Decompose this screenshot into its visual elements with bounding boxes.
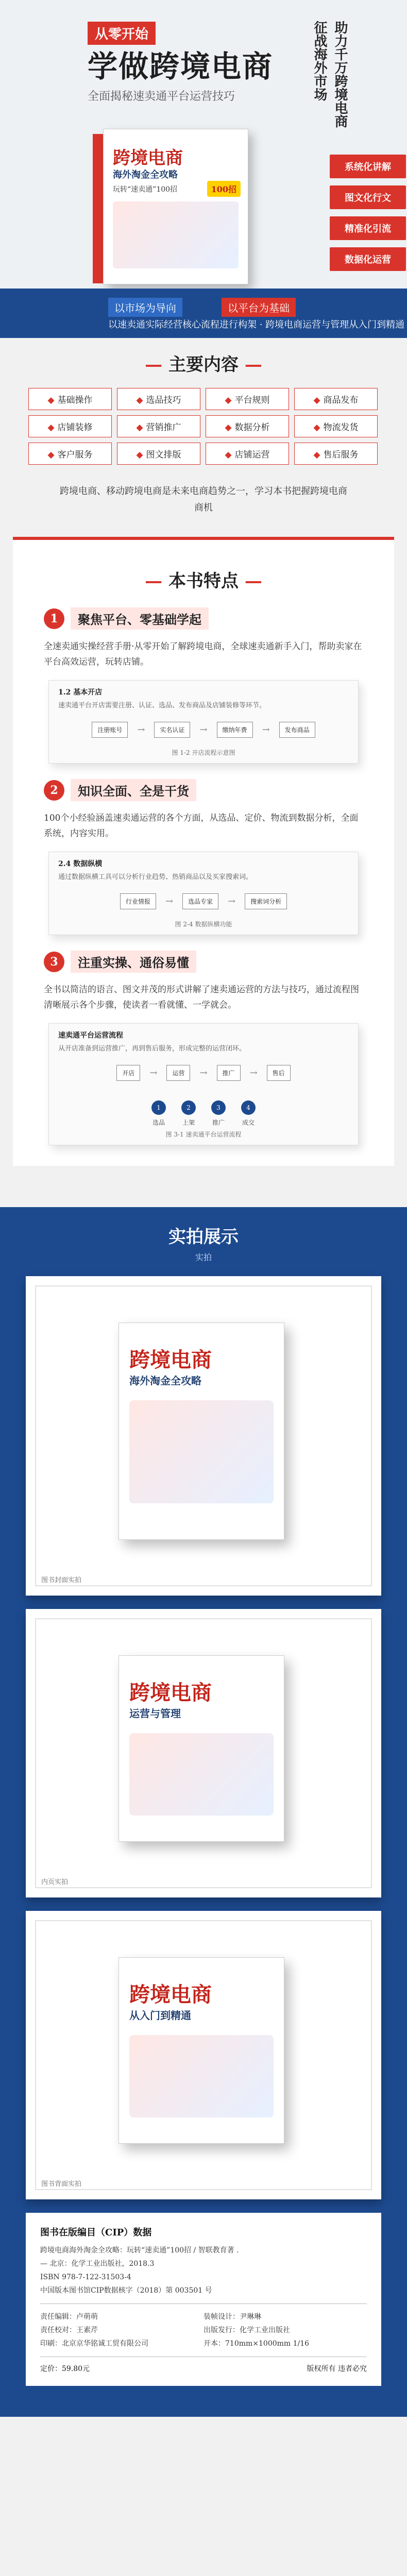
bullet-icon: ◆ xyxy=(313,450,320,460)
book-cover-subtitle: 海外淘金全攻略 xyxy=(113,170,178,180)
cip-line: ISBN 978-7-122-31503-4 xyxy=(40,2273,131,2281)
feature-body: 全速卖通实操经营手册·从零开始了解跨境电商，全球速卖通新手入门，帮助卖家在平台高效运营，玩转店铺。 xyxy=(44,641,362,667)
feature-number: 1 xyxy=(44,608,64,629)
photo-book-illustration xyxy=(129,1733,274,1816)
content-chip xyxy=(294,443,378,465)
arrow-right-icon: → xyxy=(165,896,173,907)
flow-step: 行业情报 xyxy=(120,893,156,909)
bullet-icon: ◆ xyxy=(225,450,232,460)
divider xyxy=(40,2303,367,2304)
step-dot: 3 xyxy=(211,1100,226,1115)
content-chip xyxy=(28,443,112,465)
photo-book-subtitle: 运营与管理 xyxy=(129,1707,181,1720)
banner-line: 以速卖通实际经营核心流程进行构架 · 跨境电商运营与管理从入门到精通 xyxy=(108,319,405,330)
cip-cell: 开本：710mm×1000mm 1/16 xyxy=(204,2340,310,2348)
book-cover-title: 跨境电商 xyxy=(113,148,183,168)
feature-number: 3 xyxy=(44,952,64,972)
content-chip-label: 商品发布 xyxy=(323,395,359,405)
content-chip-label: 营销推广 xyxy=(146,422,181,433)
photo-gallery xyxy=(0,1207,407,2417)
highlight-banner xyxy=(0,289,407,338)
gallery-photo xyxy=(26,1911,381,2199)
price-label: 定价： xyxy=(40,2365,62,2373)
main-content-intro: 跨境电商、移动跨境电商是未来电商趋势之一，学习本书把握跨境电商商机 xyxy=(60,486,347,513)
hero-book-image xyxy=(82,113,268,278)
flow-step: 搜索词分析 xyxy=(245,893,287,909)
feature-screenshot xyxy=(48,680,359,764)
content-chip xyxy=(28,388,112,410)
flow-step: 推广 xyxy=(217,1065,241,1081)
gallery-subtitle: 实拍 xyxy=(195,1252,212,1262)
content-chip xyxy=(117,388,200,410)
step-item xyxy=(181,1100,196,1127)
gallery-photo xyxy=(26,1609,381,1897)
flow-step: 选品专家 xyxy=(182,893,218,909)
step-label: 选品 xyxy=(152,1119,165,1126)
title-dash-right: — xyxy=(239,354,262,375)
photo-description: 图书背面实拍 xyxy=(41,2180,82,2188)
content-chip-label: 数据分析 xyxy=(234,422,270,433)
cip-heading: 图书在版编目（CIP）数据 xyxy=(40,2227,152,2238)
flow-diagram xyxy=(49,883,358,920)
feature-screenshot xyxy=(48,1023,359,1145)
content-chip-label: 物流发货 xyxy=(323,422,359,433)
cip-cell: 印刷：北京京华铭诚工贸有限公司 xyxy=(40,2340,148,2348)
feature-heading xyxy=(44,607,394,630)
bullet-icon: ◆ xyxy=(225,395,232,405)
hero-feature-list xyxy=(330,155,406,278)
photo-book-subtitle: 海外淘金全攻略 xyxy=(129,1375,201,1387)
cip-cell: 装帧设计：尹琳琳 xyxy=(204,2313,261,2321)
cip-line: 跨境电商海外淘金全攻略：玩转“速卖通”100招 / 智联教育著 . xyxy=(40,2246,239,2255)
flow-step: 实名认证 xyxy=(154,722,190,738)
feature-body: 全书以简洁的语言、图文并茂的形式讲解了速卖通运营的方法与技巧，通过流程图清晰展示各个步骤，使读者一看就懂、一学就会。 xyxy=(44,985,359,1010)
banner-pill-right: 以平台为基础 xyxy=(222,298,296,317)
photo-book-subtitle: 从入门到精通 xyxy=(129,2009,191,2022)
main-content-title xyxy=(0,338,407,376)
main-content-title-text: 主要内容 xyxy=(168,354,239,375)
feature-label: 知识全面、全是干货 xyxy=(71,779,196,801)
photo-book-title: 跨境电商 xyxy=(129,1982,212,2007)
content-chip-label: 店铺运营 xyxy=(234,450,270,460)
cip-line: — 北京：化学工业出版社，2018.3 xyxy=(40,2260,155,2268)
main-content-grid xyxy=(28,388,379,465)
bullet-icon: ◆ xyxy=(47,395,55,405)
content-chip-label: 选品技巧 xyxy=(146,395,181,405)
photo-book-cover xyxy=(118,1323,284,1540)
step-label: 成交 xyxy=(242,1119,255,1126)
flow-step: 缴纳年费 xyxy=(217,722,253,738)
content-chip xyxy=(206,443,289,465)
price-value: 59.80元 xyxy=(62,2365,90,2373)
title-dash-left: — xyxy=(145,354,168,375)
book-cover xyxy=(103,129,248,284)
flow-diagram xyxy=(49,1055,358,1091)
cip-cell: 责任校对：王素芹 xyxy=(40,2326,98,2334)
flow-diagram xyxy=(49,711,358,748)
arrow-right-icon: → xyxy=(199,1067,208,1078)
features-title xyxy=(13,554,394,592)
arrow-right-icon: → xyxy=(228,896,236,907)
feature-heading xyxy=(44,951,394,973)
content-chip-label: 基础操作 xyxy=(57,395,93,405)
flow-step: 运营 xyxy=(166,1065,190,1081)
arrow-right-icon: → xyxy=(149,1067,158,1078)
hero-feature: 系统化讲解 xyxy=(330,155,406,178)
content-chip-label: 平台规则 xyxy=(234,395,270,405)
cip-cell: 责任编辑：卢萌萌 xyxy=(40,2313,98,2321)
feature-body: 100个小经验涵盖速卖通运营的各个方面，从选品、定价、物流到数据分析，全面系统，内容实用。 xyxy=(44,813,359,839)
hero-vertical-text: 助力千万跨境电商征战海外市场 xyxy=(312,21,348,128)
bullet-icon: ◆ xyxy=(313,422,320,433)
steps-row xyxy=(49,1100,358,1127)
title-dash-right: — xyxy=(239,571,262,591)
content-chip-label: 图文排版 xyxy=(146,450,181,460)
book-cover-illustration xyxy=(113,201,239,268)
screenshot-title: 速卖通平台运营流程 xyxy=(58,1031,123,1040)
content-chip xyxy=(28,415,112,437)
feature-screenshot xyxy=(48,852,359,935)
hero-feature: 精准化引流 xyxy=(330,216,406,240)
screenshot-title: 2.4 数据纵横 xyxy=(58,860,103,868)
screenshot-caption: 图 2-4 数据纵横功能 xyxy=(175,921,232,928)
cip-footer xyxy=(40,2363,367,2374)
arrow-right-icon: → xyxy=(137,724,145,735)
gallery-title: 实拍展示 xyxy=(168,1227,239,1247)
feature-number: 2 xyxy=(44,780,64,801)
content-chip xyxy=(294,415,378,437)
screenshot-caption: 图 3-1 速卖通平台运营流程 xyxy=(165,1131,242,1138)
bullet-icon: ◆ xyxy=(136,395,143,405)
cip-grid xyxy=(40,2310,367,2350)
title-dash-left: — xyxy=(145,571,168,591)
photo-book-cover xyxy=(118,1655,284,1842)
cip-price xyxy=(40,2363,90,2374)
hero-subtitle: 全面揭秘速卖通平台运营技巧 xyxy=(88,90,235,103)
content-chip xyxy=(294,388,378,410)
content-chip-label: 店铺装修 xyxy=(57,422,93,433)
content-chip-label: 客户服务 xyxy=(57,450,93,460)
bullet-icon: ◆ xyxy=(313,395,320,405)
hero-section xyxy=(0,0,407,289)
photo-book-title: 跨境电商 xyxy=(129,1681,212,1705)
flow-step: 开店 xyxy=(116,1065,140,1081)
cip-line: 中国版本图书馆CIP数据核字（2018）第 003501 号 xyxy=(40,2286,212,2295)
screenshot-caption: 图 1-2 开店流程示意图 xyxy=(172,749,235,756)
photo-description: 图书封面实拍 xyxy=(41,1577,82,1584)
photo-book-illustration xyxy=(129,2035,274,2117)
hero-feature: 图文化行文 xyxy=(330,185,406,209)
step-label: 上架 xyxy=(182,1119,195,1126)
arrow-right-icon: → xyxy=(262,724,270,735)
step-item xyxy=(241,1100,256,1127)
banner-pill-left: 以市场为导向 xyxy=(108,298,182,317)
flow-step: 注册账号 xyxy=(92,722,128,738)
hero-tag: 从零开始 xyxy=(88,22,156,45)
cip-data-card xyxy=(26,2213,381,2386)
flow-step: 发布商品 xyxy=(279,722,315,738)
step-dot: 1 xyxy=(151,1100,166,1115)
step-item xyxy=(151,1100,166,1127)
book-features-section xyxy=(13,537,394,1166)
content-chip xyxy=(117,415,200,437)
feature-label: 聚焦平台、零基础学起 xyxy=(71,607,209,630)
bullet-icon: ◆ xyxy=(225,422,232,433)
screenshot-title: 1.2 基本开店 xyxy=(58,688,103,697)
content-chip-label: 售后服务 xyxy=(323,450,359,460)
bullet-icon: ◆ xyxy=(136,422,143,433)
photo-book-title: 跨境电商 xyxy=(129,1348,212,1372)
book-cover-line: 玩转“速卖通”100招 xyxy=(113,185,178,194)
content-chip xyxy=(206,388,289,410)
content-chip xyxy=(206,415,289,437)
arrow-right-icon: → xyxy=(249,1067,258,1078)
flow-step: 售后 xyxy=(267,1065,291,1081)
bullet-icon: ◆ xyxy=(47,450,55,460)
feature-heading xyxy=(44,779,394,801)
arrow-right-icon: → xyxy=(199,724,208,735)
feature-label: 注重实操、通俗易懂 xyxy=(71,951,196,973)
screenshot-text: 通过数据纵横工具可以分析行业趋势、热销商品以及买家搜索词。 xyxy=(58,873,253,881)
photo-book-illustration xyxy=(129,1400,274,1503)
photo-description: 内页实拍 xyxy=(41,1878,69,1886)
step-dot: 4 xyxy=(241,1100,256,1115)
screenshot-text: 从开店准备到运营推广，再到售后服务，形成完整的运营闭环。 xyxy=(58,1045,246,1053)
step-dot: 2 xyxy=(181,1100,196,1115)
screenshot-text: 速卖通平台开店需要注册、认证、选品、发布商品及店铺装修等环节。 xyxy=(58,702,266,709)
features-title-text: 本书特点 xyxy=(168,571,239,591)
hero-title: 学做跨境电商 xyxy=(88,49,274,84)
book-cover-badge: 100招 xyxy=(207,181,241,197)
bullet-icon: ◆ xyxy=(136,450,143,460)
step-item xyxy=(211,1100,226,1127)
content-chip xyxy=(117,443,200,465)
photo-book-cover xyxy=(118,1957,284,2144)
step-label: 推广 xyxy=(212,1119,225,1126)
bullet-icon: ◆ xyxy=(47,422,55,433)
cip-cell: 出版发行：化学工业出版社 xyxy=(204,2326,290,2334)
cip-rights: 版权所有 违者必究 xyxy=(307,2365,367,2373)
hero-feature: 数据化运营 xyxy=(330,247,406,271)
gallery-photo xyxy=(26,1276,381,1596)
